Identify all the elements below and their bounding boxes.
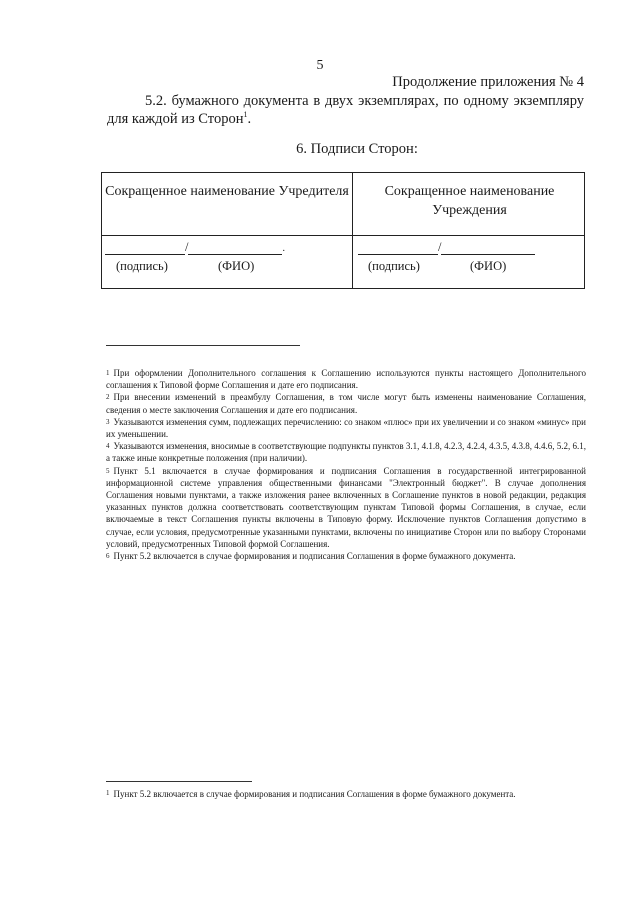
paragraph-5-2: [107, 92, 584, 128]
page-number: 5: [316, 58, 324, 73]
footnotes: [106, 367, 586, 562]
signatures-table: [101, 172, 585, 289]
institution-signature-label: (подпись): [368, 259, 420, 273]
founder-signature-blank: [105, 240, 185, 255]
founder-slash: /: [185, 240, 189, 254]
institution-signature-blank: [358, 240, 438, 255]
bottom-footnote: $^1$ Пункт 5.2 включается в случае формирования и подписания Соглашения в форме бумажного документа.: [106, 789, 516, 799]
founder-signature-line: / .: [105, 240, 285, 255]
founder-heading: Сокращенное наименование Учредителя: [105, 184, 349, 199]
institution-name-blank: [441, 240, 535, 255]
footnotes-separator: [106, 345, 300, 346]
institution-signature-line: [358, 240, 535, 255]
institution-slash: /: [438, 240, 442, 254]
institution-name-label: (ФИО): [470, 259, 507, 273]
paragraph-line-2-text: для каждой из Сторон: [107, 111, 244, 127]
founder-name-blank: [188, 240, 282, 255]
section-title: 6. Подписи Сторон:: [296, 141, 418, 157]
table-horizontal-divider: [102, 235, 584, 236]
footnote-3: $^3$ Указываются изменения сумм, подлежащих перечислению: со знаком «плюс» при их увеличении и со знаком «минус» при их уменьшении.: [106, 416, 586, 440]
paragraph-line-2: [107, 110, 584, 128]
footnote-6: $^6$ Пункт 5.2 включается в случае формирования и подписания Соглашения в форме бумажного документа.: [106, 551, 516, 562]
bottom-footnote-separator: [106, 781, 252, 782]
founder-signature-label: (подпись): [116, 259, 168, 273]
appendix-continuation-note: Продолжение приложения № 4: [392, 74, 584, 90]
institution-heading: Сокращенное наименование Учреждения: [384, 184, 555, 218]
footnote-5: $^5$ Пункт 5.1 включается в случае формирования и подписания Соглашения в государственной интегрированной информационной системе управления общественными финансами "Электронный бюджет". В случае дополнения Соглашения новыми пунктами, а также изложения ранее включенных в Соглашение пунктов в новой редакции, редакция указанных пунктов должна соответствовать соответствующим пунктам Типовой формы Соглашения, в случае, если включаемые в текст Соглашения пункты включены в Типовую форму. Исключение пунктов Соглашения допустимо в случае, если условия, предусмотренные указанными пунктами, включены по инициативе Сторон или по выбору Сторонами условий, предусмотренных Типовой формой Соглашения.: [106, 465, 586, 549]
footnote-1: $^1$ При оформлении Дополнительного соглашения к Соглашению используются пункты настоящего Дополнительного соглашения к Типовой форме Соглашения и дате его подписания.: [106, 368, 586, 391]
paragraph-line-1: 5.2. бумажного документа в двух экземплярах, по одному экземпляру: [145, 93, 584, 109]
footnote-2: $^2$ При внесении изменений в преамбулу Соглашения, в том числе могут быть изменены наименование Соглашения, сведения о месте заключения Соглашения и дате его подписания.: [106, 392, 586, 415]
paragraph-line-2-end: .: [247, 111, 252, 127]
founder-name-label: (ФИО): [218, 259, 255, 273]
footnote-ref-1: 1: [243, 110, 248, 120]
footnote-4: $^4$ Указываются изменения, вносимые в соответствующие подпункты пунктов 3.1, 4.1.8, 4.2.3, 4.2.4, 4.3.5, 4.3.8, 4.4.6, 5.2, 6.1, а также иные конкретные положения (при наличии).: [106, 441, 586, 464]
